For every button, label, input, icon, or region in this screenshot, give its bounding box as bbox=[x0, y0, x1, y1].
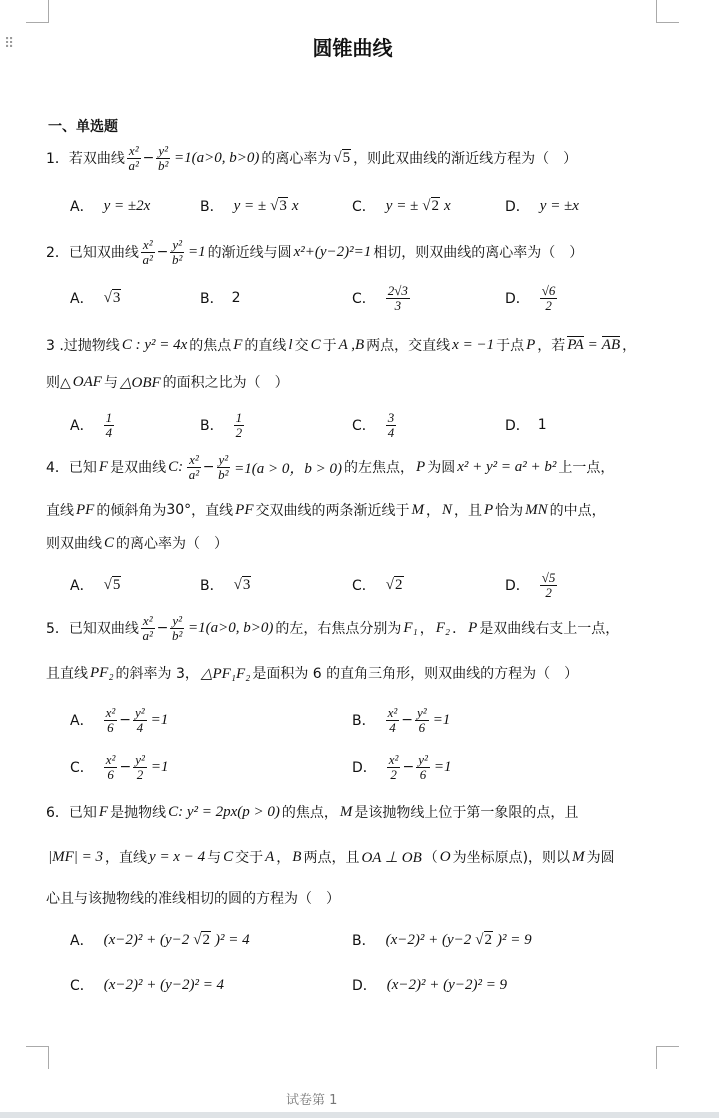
text: 相切，则双曲线的离心率为（ ） bbox=[373, 245, 584, 261]
square-root bbox=[422, 198, 440, 215]
radicand: 3 bbox=[112, 289, 121, 306]
math-expression: A bbox=[265, 848, 275, 865]
q6-option-c[interactable] bbox=[70, 965, 226, 1005]
option-label: B． bbox=[200, 291, 224, 307]
math-expression: P bbox=[484, 501, 494, 518]
question-5-stem-line-2 bbox=[46, 658, 578, 688]
page-footer: 试卷第 1 bbox=[286, 1093, 338, 1108]
text: − bbox=[156, 620, 169, 636]
math-expression: (x−2)² + (y−2 bbox=[385, 931, 472, 948]
denominator: a² bbox=[128, 157, 139, 173]
question-6-stem-line-3 bbox=[46, 883, 340, 913]
question-2-stem bbox=[46, 237, 583, 267]
denominator: 4 bbox=[105, 424, 113, 440]
text: 两点，且 bbox=[303, 850, 360, 866]
fraction bbox=[104, 706, 118, 735]
option-label: C． bbox=[352, 291, 376, 307]
q2-option-a[interactable] bbox=[70, 278, 123, 318]
math-expression: PF bbox=[76, 501, 95, 518]
text: ， bbox=[276, 850, 291, 866]
numerator: x² bbox=[189, 451, 199, 467]
fraction bbox=[170, 614, 184, 643]
text: 的焦点， bbox=[281, 805, 338, 821]
fraction bbox=[416, 753, 430, 782]
option-label: A． bbox=[70, 713, 94, 729]
numerator: y² bbox=[135, 751, 145, 767]
math-expression: x = −1 bbox=[452, 336, 495, 353]
fraction bbox=[187, 453, 201, 482]
math-expression: B bbox=[292, 848, 302, 865]
q3-option-c[interactable] bbox=[352, 405, 398, 445]
numerator: √5 bbox=[541, 569, 556, 585]
denominator: 2 bbox=[545, 297, 552, 313]
question-6-stem-line-2 bbox=[46, 842, 615, 872]
math-expression: =1 bbox=[150, 711, 169, 728]
question-4-stem-line-3 bbox=[46, 528, 228, 558]
numerator: x² bbox=[387, 704, 398, 720]
option-label: D． bbox=[352, 760, 377, 776]
option-label: C． bbox=[70, 760, 94, 776]
denominator: b² bbox=[171, 251, 183, 267]
question-5-stem-line-1 bbox=[46, 613, 619, 643]
section-heading: 一、单选题 bbox=[48, 119, 118, 135]
page-corner-mark bbox=[656, 1046, 679, 1069]
option-label: A． bbox=[70, 933, 94, 949]
text: − bbox=[402, 759, 415, 775]
numerator: 2√3 bbox=[387, 282, 408, 298]
radical-sign: √ bbox=[103, 576, 112, 593]
option-label: C． bbox=[70, 978, 94, 994]
math-expression: M bbox=[339, 803, 353, 820]
q3-option-a[interactable] bbox=[70, 405, 116, 445]
radical-sign: √ bbox=[103, 289, 112, 306]
text: 是双曲线 bbox=[110, 460, 167, 476]
text: 为坐标原点)，则以 bbox=[452, 850, 571, 866]
numerator: y² bbox=[418, 751, 428, 767]
denominator: 6 bbox=[419, 766, 427, 782]
text: 为圆 bbox=[427, 460, 456, 476]
page-corner-mark bbox=[26, 1046, 49, 1069]
denominator: 6 bbox=[107, 766, 114, 782]
math-expression: M bbox=[411, 501, 424, 518]
math-expression: F₁ bbox=[403, 619, 418, 636]
math-expression: MN bbox=[525, 501, 548, 518]
option-label: A． bbox=[70, 199, 94, 215]
denominator: b² bbox=[218, 466, 229, 482]
option-label: A． bbox=[70, 418, 94, 434]
page-corner-mark bbox=[26, 0, 49, 23]
text: − bbox=[156, 244, 169, 260]
math-expression: OAF bbox=[72, 373, 102, 390]
math-expression: F bbox=[98, 458, 109, 475]
question-6-stem-line-1 bbox=[46, 797, 578, 827]
math-expression: =1(a>0, b>0) bbox=[174, 149, 260, 166]
math-expression: x²+(y−2)²=1 bbox=[293, 243, 372, 260]
q5-option-c[interactable] bbox=[70, 747, 170, 787]
text: − bbox=[401, 712, 414, 728]
denominator: 2 bbox=[545, 584, 552, 600]
text: 1 bbox=[537, 417, 547, 433]
radical-sign: √ bbox=[422, 197, 431, 214]
numerator: x² bbox=[128, 142, 139, 158]
math-expression: (x−2)² + (y−2)² = 9 bbox=[386, 976, 508, 993]
math-expression: )² = 4 bbox=[214, 931, 250, 948]
text: 于 bbox=[322, 338, 337, 354]
text: ，则此双曲线的渐近线方程为（ ） bbox=[353, 151, 578, 167]
math-expression: = bbox=[587, 336, 598, 353]
denominator: 2 bbox=[390, 766, 397, 782]
numerator: y² bbox=[417, 704, 427, 720]
text: 是面积为 6 的直角三角形，则双曲线的方程为（ ） bbox=[252, 666, 579, 682]
denominator: 6 bbox=[107, 719, 114, 735]
radicand: 2 bbox=[395, 576, 403, 593]
radical-sign: √ bbox=[233, 576, 242, 593]
q4-option-d[interactable] bbox=[505, 565, 559, 605]
q2-option-b[interactable] bbox=[200, 278, 241, 318]
denominator: a² bbox=[188, 466, 200, 482]
q1-option-b[interactable] bbox=[200, 186, 301, 226]
numerator: x² bbox=[105, 704, 116, 720]
math-expression: =1 bbox=[150, 758, 169, 775]
option-label: B． bbox=[352, 933, 376, 949]
square-root bbox=[333, 150, 351, 167]
text: 是抛物线 bbox=[110, 805, 167, 821]
question-1-stem bbox=[46, 143, 577, 173]
fraction bbox=[127, 144, 141, 173]
radical-sign: √ bbox=[475, 931, 484, 948]
fraction bbox=[387, 753, 401, 782]
math-expression: y = ±2x bbox=[103, 197, 151, 214]
text: 的渐近线与圆 bbox=[207, 245, 292, 261]
math-expression: |MF| = 3 bbox=[48, 848, 104, 865]
option-label: D． bbox=[352, 978, 377, 994]
denominator: 4 bbox=[389, 719, 396, 735]
option-label: C． bbox=[352, 418, 376, 434]
text: 交于 bbox=[235, 850, 264, 866]
q6-option-d[interactable] bbox=[352, 965, 509, 1005]
denominator: b² bbox=[157, 157, 169, 173]
math-expression: PF bbox=[235, 501, 254, 518]
text: 3 .过抛物线 bbox=[46, 338, 120, 354]
math-expression: △PF₁F₂ bbox=[200, 665, 251, 682]
math-expression: O bbox=[439, 848, 451, 865]
denominator: 2 bbox=[136, 766, 144, 782]
fraction bbox=[540, 571, 558, 600]
math-expression: C bbox=[223, 848, 234, 865]
math-expression: x² + y² = a² + b² bbox=[457, 458, 557, 475]
text: 的斜率为 3， bbox=[115, 666, 199, 682]
option-label: C． bbox=[352, 199, 376, 215]
text: 交双曲线的两条渐近线于 bbox=[255, 503, 410, 519]
text: ， bbox=[419, 621, 434, 637]
text: 2 bbox=[231, 290, 241, 306]
text: 1．若双曲线 bbox=[46, 151, 125, 167]
radicand: 5 bbox=[112, 576, 121, 593]
option-label: B． bbox=[200, 418, 224, 434]
text: 为圆 bbox=[586, 850, 615, 866]
math-expression: A ,B bbox=[338, 336, 365, 353]
text: − bbox=[119, 759, 132, 775]
math-expression: M bbox=[572, 848, 585, 865]
radicand: 2 bbox=[431, 197, 440, 214]
denominator: 6 bbox=[418, 719, 426, 735]
square-root bbox=[270, 198, 288, 215]
text: ，若 bbox=[537, 338, 566, 354]
option-label: B． bbox=[200, 578, 224, 594]
text: ，且 bbox=[454, 503, 482, 519]
math-expression: F bbox=[233, 336, 243, 353]
vector: AB bbox=[601, 337, 621, 353]
fraction bbox=[104, 411, 115, 440]
fraction bbox=[386, 284, 410, 313]
q6-option-b[interactable] bbox=[352, 920, 534, 960]
math-expression: C: bbox=[168, 458, 184, 475]
numerator: 1 bbox=[105, 409, 113, 425]
text: 于点 bbox=[496, 338, 525, 354]
text: 与 bbox=[207, 850, 222, 866]
option-label: B． bbox=[200, 199, 224, 215]
text: − bbox=[119, 712, 131, 728]
text: 6．已知 bbox=[46, 805, 97, 821]
text: 的左焦点， bbox=[344, 460, 415, 476]
q5-option-d[interactable] bbox=[352, 747, 453, 787]
numerator: √6 bbox=[541, 282, 556, 298]
text: ． bbox=[452, 621, 467, 637]
square-root bbox=[475, 932, 493, 949]
numerator: 1 bbox=[235, 409, 243, 425]
text: − bbox=[202, 459, 215, 475]
denominator: b² bbox=[171, 627, 183, 643]
drag-handle-icon[interactable]: ⠿ bbox=[4, 36, 13, 52]
math-expression: y = ± bbox=[385, 197, 419, 214]
math-expression: x bbox=[291, 197, 299, 214]
math-expression: OA ⊥ OB bbox=[361, 849, 422, 866]
math-expression: P bbox=[526, 336, 536, 353]
fraction bbox=[217, 453, 231, 482]
option-label: D． bbox=[505, 578, 530, 594]
numerator: x² bbox=[142, 612, 153, 628]
fraction bbox=[386, 706, 400, 735]
numerator: y² bbox=[172, 612, 182, 628]
denominator: 4 bbox=[387, 424, 395, 440]
denominator: a² bbox=[142, 627, 153, 643]
radicand: 2 bbox=[202, 931, 210, 948]
text: − bbox=[142, 150, 155, 166]
question-3-stem-line-2 bbox=[46, 367, 289, 397]
q2-option-c[interactable] bbox=[352, 278, 412, 318]
text: 且直线 bbox=[46, 666, 88, 682]
numerator: x² bbox=[142, 236, 153, 252]
text: 的左，右焦点分别为 bbox=[275, 621, 402, 637]
square-root bbox=[104, 577, 122, 594]
math-expression: (x−2)² + (y−2 bbox=[103, 931, 190, 948]
math-expression: x bbox=[444, 197, 451, 214]
denominator: 3 bbox=[394, 297, 402, 313]
math-expression: =1 bbox=[188, 243, 206, 260]
fraction bbox=[133, 753, 147, 782]
q1-option-d[interactable] bbox=[505, 186, 581, 226]
q4-option-b[interactable] bbox=[200, 565, 253, 605]
math-expression: =1(a>0, b>0) bbox=[188, 619, 274, 636]
denominator: 4 bbox=[136, 719, 144, 735]
math-expression: △OBF bbox=[119, 374, 161, 391]
fraction bbox=[170, 238, 184, 267]
q3-option-d[interactable] bbox=[505, 405, 547, 445]
text: 的离心率为 bbox=[261, 151, 332, 167]
text: 的离心率为（ ） bbox=[116, 536, 229, 552]
text: 上一点， bbox=[558, 460, 615, 476]
text: 心且与该抛物线的准线相切的圆的方程为（ ） bbox=[46, 891, 340, 907]
math-expression: C : y² = 4x bbox=[121, 336, 188, 353]
option-label: A． bbox=[70, 578, 94, 594]
q1-option-c[interactable] bbox=[352, 186, 453, 226]
math-expression: =1 bbox=[432, 711, 451, 728]
text: ， bbox=[425, 503, 440, 519]
square-root bbox=[193, 932, 211, 949]
text: 的焦点 bbox=[189, 338, 232, 354]
text: 的倾斜角为 bbox=[96, 503, 167, 519]
denominator: 2 bbox=[235, 424, 243, 440]
question-4-stem-line-2 bbox=[46, 495, 606, 525]
text: 则△ bbox=[46, 375, 71, 391]
math-expression: C: y² = 2px(p > 0) bbox=[168, 803, 280, 820]
fraction bbox=[234, 411, 245, 440]
text: 4．已知 bbox=[46, 460, 97, 476]
option-label: D． bbox=[505, 291, 530, 307]
square-root bbox=[234, 577, 252, 594]
math-expression: =1 bbox=[433, 758, 452, 775]
q2-option-d[interactable] bbox=[505, 278, 559, 318]
q5-option-a[interactable] bbox=[70, 700, 170, 740]
page-corner-mark bbox=[656, 0, 679, 23]
text: ，直线 bbox=[191, 503, 234, 519]
text: 恰为 bbox=[495, 503, 524, 519]
q4-option-c[interactable] bbox=[352, 565, 406, 605]
text: ，直线 bbox=[105, 850, 148, 866]
square-root bbox=[386, 577, 404, 594]
fraction bbox=[386, 411, 397, 440]
numerator: y² bbox=[134, 704, 145, 720]
question-4-stem-line-1 bbox=[46, 452, 614, 482]
text: （ bbox=[423, 850, 438, 866]
text: ， bbox=[622, 338, 637, 354]
question-3-stem-line-1 bbox=[46, 330, 636, 360]
math-expression: PF₂ bbox=[90, 664, 114, 681]
option-label: D． bbox=[505, 199, 530, 215]
status-bar bbox=[0, 1112, 719, 1118]
text: 是双曲线右支上一点， bbox=[479, 621, 620, 637]
math-expression: N bbox=[441, 501, 452, 518]
q1-option-a[interactable] bbox=[70, 186, 152, 226]
fraction bbox=[141, 238, 155, 267]
radical-sign: √ bbox=[270, 197, 279, 214]
denominator: a² bbox=[142, 251, 153, 267]
fraction bbox=[141, 614, 155, 643]
text: 的面积之比为（ ） bbox=[162, 375, 289, 391]
math-expression: C bbox=[310, 336, 321, 353]
math-expression: y = ± bbox=[233, 197, 267, 214]
radicand: 2 bbox=[484, 931, 493, 948]
math-expression: (x−2)² + (y−2)² = 4 bbox=[103, 976, 225, 993]
fraction bbox=[540, 284, 558, 313]
text: 与 bbox=[103, 375, 118, 391]
math-expression: l bbox=[288, 336, 293, 353]
page-title: 圆锥曲线 bbox=[312, 36, 393, 60]
numerator: y² bbox=[172, 236, 182, 252]
text: 30° bbox=[166, 502, 192, 518]
text: 则双曲线 bbox=[46, 536, 102, 552]
square-root bbox=[104, 290, 122, 307]
numerator: x² bbox=[388, 751, 399, 767]
option-label: C． bbox=[352, 578, 376, 594]
text: 两点，交直线 bbox=[366, 338, 451, 354]
fraction bbox=[156, 144, 170, 173]
numerator: y² bbox=[218, 451, 229, 467]
text: 是该抛物线上位于第一象限的点，且 bbox=[354, 805, 579, 821]
radical-sign: √ bbox=[333, 149, 342, 166]
text: 的中点， bbox=[549, 503, 606, 519]
q6-option-a[interactable] bbox=[70, 920, 252, 960]
text: 2．已知双曲线 bbox=[46, 245, 139, 261]
fraction bbox=[415, 706, 429, 735]
math-expression: )² = 9 bbox=[497, 931, 532, 948]
math-expression: P bbox=[416, 458, 426, 475]
math-expression: y = ±x bbox=[539, 197, 579, 214]
radicand: 3 bbox=[242, 576, 251, 593]
option-label: B． bbox=[352, 713, 376, 729]
radical-sign: √ bbox=[193, 931, 202, 948]
vector: PA bbox=[567, 337, 584, 353]
numerator: 3 bbox=[387, 409, 395, 425]
math-expression: y = x − 4 bbox=[149, 848, 206, 865]
math-expression: P bbox=[468, 619, 478, 636]
numerator: y² bbox=[158, 142, 168, 158]
fraction bbox=[104, 753, 118, 782]
math-expression: C bbox=[104, 534, 115, 551]
text: 5．已知双曲线 bbox=[46, 621, 139, 637]
fraction bbox=[133, 706, 147, 735]
q4-option-a[interactable] bbox=[70, 565, 123, 605]
text: 直线 bbox=[46, 503, 74, 519]
math-expression: F₂ bbox=[435, 619, 451, 636]
math-expression: F bbox=[98, 803, 109, 820]
text: 交 bbox=[294, 338, 309, 354]
radicand: 3 bbox=[279, 197, 287, 214]
numerator: x² bbox=[105, 751, 116, 767]
q5-option-b[interactable] bbox=[352, 700, 452, 740]
math-expression: =1(a > 0，b > 0) bbox=[234, 460, 343, 477]
text: 的直线 bbox=[244, 338, 287, 354]
option-label: A． bbox=[70, 291, 94, 307]
radicand: 5 bbox=[342, 149, 351, 166]
q3-option-b[interactable] bbox=[200, 405, 246, 445]
radical-sign: √ bbox=[385, 576, 395, 593]
option-label: D． bbox=[505, 418, 530, 434]
